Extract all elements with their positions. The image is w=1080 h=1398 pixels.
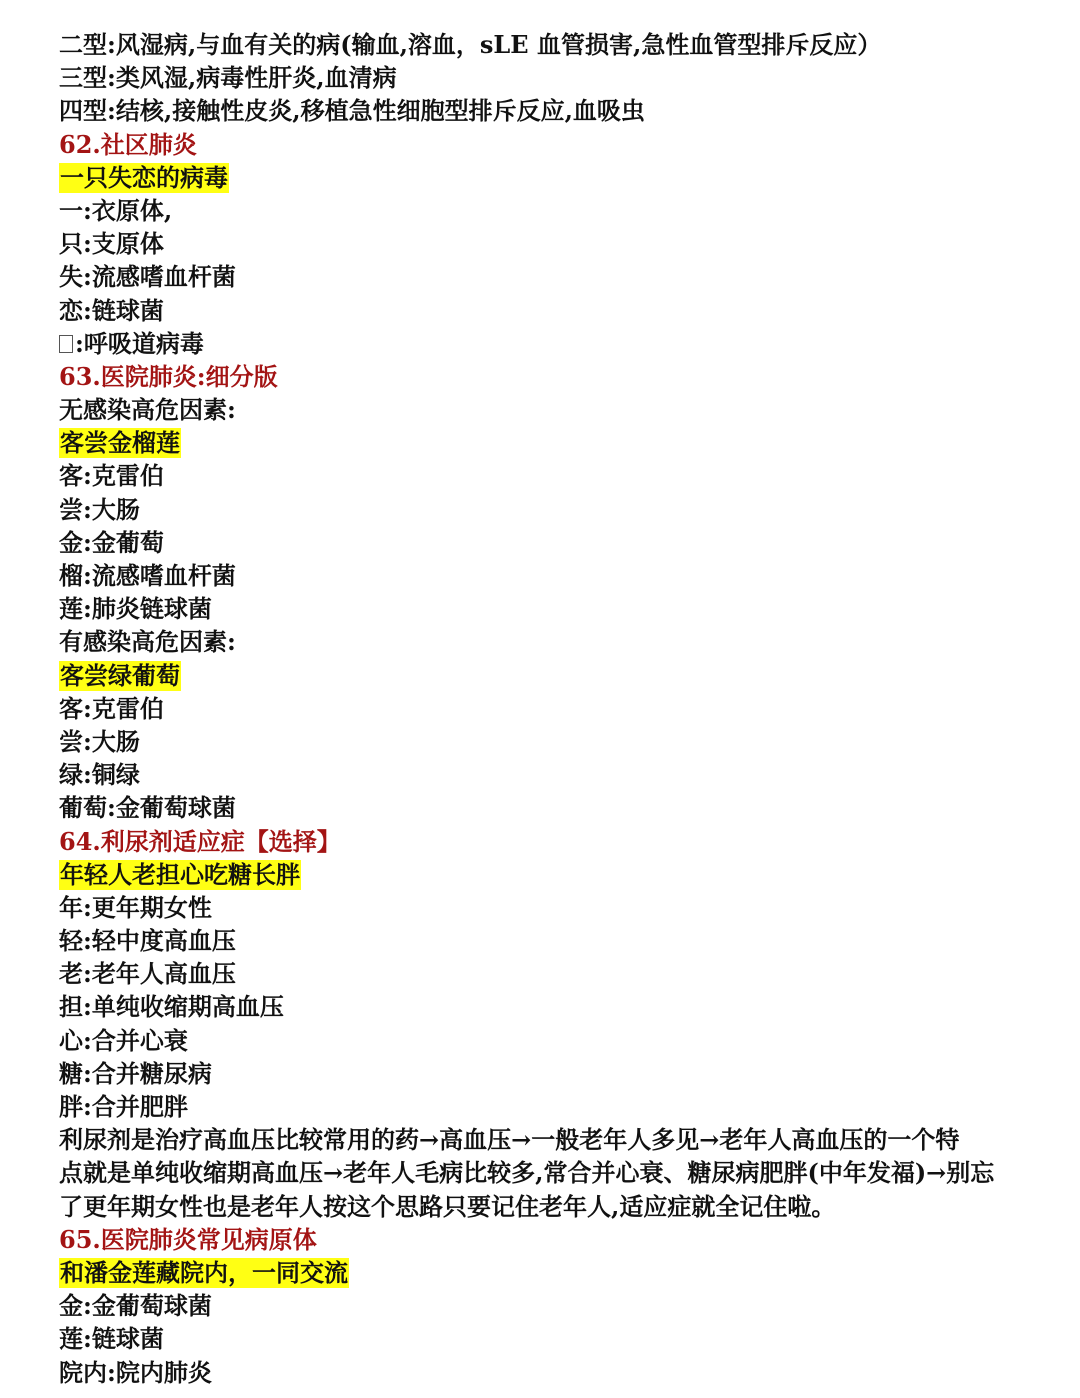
- list-item: 老:老年人高血压: [59, 959, 236, 989]
- list-item: 心:合并心衰: [59, 1025, 188, 1055]
- list-item: 只:支原体: [59, 229, 164, 259]
- section-heading-64: 64.利尿剂适应症【选择】: [59, 826, 341, 856]
- list-item: 失:流感嗜血杆菌: [59, 262, 236, 292]
- list-item: 尝:大肠: [59, 726, 140, 756]
- list-item: [59, 327, 1059, 360]
- missing-glyph-icon: [59, 335, 73, 353]
- list-item: 恋:链球菌: [59, 295, 164, 325]
- subheading: 有感染高危因素:: [59, 627, 236, 657]
- list-item-text: :呼吸道病毒: [75, 328, 204, 358]
- section-heading-62: 62.社区肺炎: [59, 129, 197, 159]
- list-item: 胖:合并肥胖: [59, 1092, 188, 1121]
- mnemonic-highlight: 和潘金莲藏院内，一同交流: [60, 1257, 348, 1287]
- text-line: 四型:结核,接触性皮炎,移植急性细胞型排斥反应,血吸虫: [59, 96, 645, 126]
- mnemonic-highlight: 客尝金榴莲: [60, 428, 180, 458]
- section-heading-65: 65.医院肺炎常见病原体: [59, 1224, 317, 1254]
- list-item: 莲:肺炎链球菌: [59, 594, 212, 624]
- list-item: 榴:流感嗜血杆菌: [59, 561, 236, 590]
- text-line: 二型:风湿病,与血有关的病(输血,溶血，sLE 血管损害,急性血管型排斥反应）: [59, 30, 882, 59]
- list-item: 金:金葡萄球菌: [59, 1291, 212, 1321]
- list-item: 院内:院内肺炎: [59, 1357, 212, 1387]
- explanation-line: 点就是单纯收缩期高血压→老年人毛病比较多,常合并心衰、糖尿病肥胖(中年发福)→别忘: [59, 1158, 995, 1188]
- mnemonic-highlight: 客尝绿葡萄: [60, 660, 180, 690]
- list-item: 葡萄:金葡萄球菌: [59, 793, 236, 823]
- list-item: 年:更年期女性: [59, 892, 212, 922]
- explanation-line: 利尿剂是治疗高血压比较常用的药→高血压→一般老年人多见→老年人高血压的一个特: [59, 1125, 960, 1155]
- list-item: 担:单纯收缩期高血压: [59, 992, 284, 1022]
- mnemonic-highlight: 年轻人老担心吃糖长胖: [60, 859, 300, 889]
- list-item: 莲:链球菌: [59, 1324, 164, 1354]
- mnemonic-highlight: 一只失恋的病毒: [60, 162, 228, 192]
- text-line: 三型:类风湿,病毒性肝炎,血清病: [59, 63, 397, 93]
- list-item: 糖:合并糖尿病: [59, 1058, 212, 1088]
- list-item: 金:金葡萄: [59, 527, 164, 557]
- list-item: 客:克雷伯: [59, 461, 164, 491]
- list-item: 尝:大肠: [59, 494, 140, 524]
- section-heading-63: 63.医院肺炎:细分版: [59, 361, 278, 391]
- list-item: 绿:铜绿: [59, 760, 140, 790]
- list-item: 轻:轻中度高血压: [59, 926, 236, 956]
- list-item: 客:克雷伯: [59, 693, 164, 723]
- subheading: 无感染高危因素:: [59, 395, 236, 425]
- explanation-line: 了更年期女性也是老年人按这个思路只要记住老年人,适应症就全记住啦。: [59, 1191, 836, 1221]
- list-item: 一:衣原体,: [59, 195, 173, 225]
- document-page: [59, 28, 1059, 1389]
